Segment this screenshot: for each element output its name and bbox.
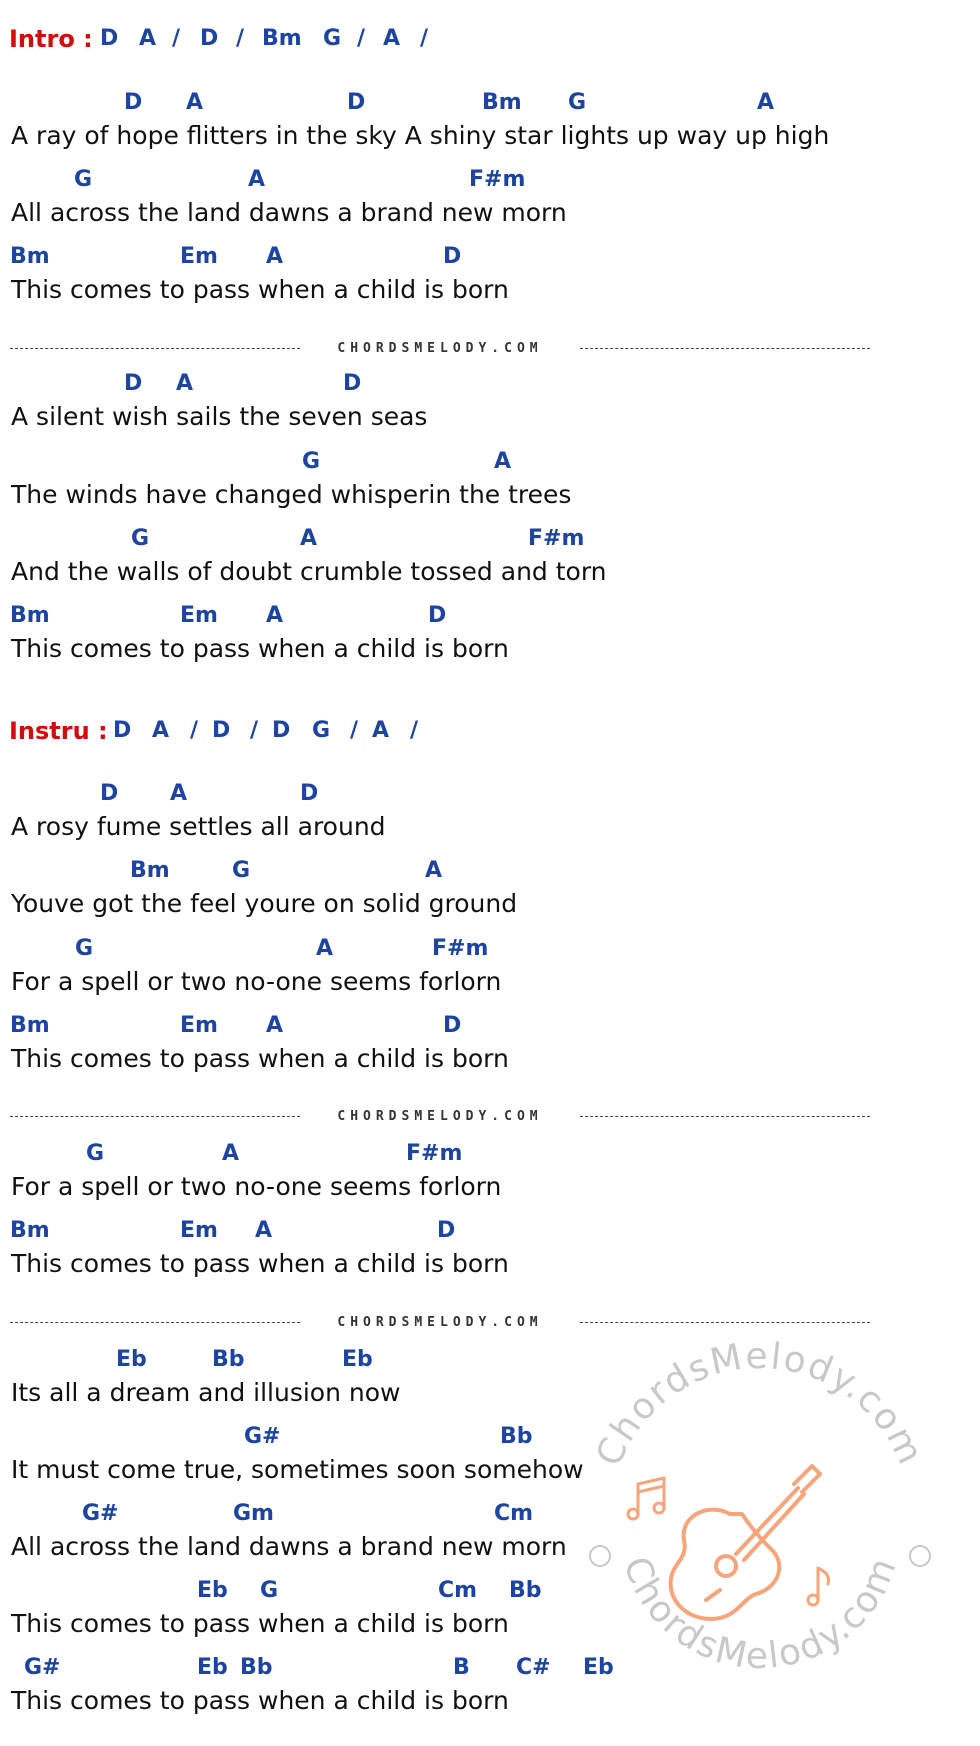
intro-chord: G xyxy=(323,26,342,51)
chord-row xyxy=(0,1140,980,1174)
instru-chord: A xyxy=(372,718,390,743)
intro-chord: D xyxy=(200,26,219,51)
watermark-text-top: ChordsMelody.com xyxy=(588,1335,932,1473)
chord: Eb xyxy=(197,1655,228,1680)
separator-dash xyxy=(580,348,870,349)
chord: D xyxy=(347,90,366,115)
chord: G xyxy=(260,1578,279,1603)
chord: F#m xyxy=(469,167,526,192)
chord: Bb xyxy=(509,1578,542,1603)
chord: Em xyxy=(180,1218,218,1243)
lyric-row xyxy=(0,197,980,231)
instru-slash: / xyxy=(190,718,199,743)
lyric-line: This comes to pass when a child is born xyxy=(11,634,509,663)
left-ornament-icon xyxy=(590,1546,610,1566)
chord-row xyxy=(0,448,980,482)
chord-row xyxy=(0,1012,980,1046)
watermark-text-bottom: ChordsMelody.com xyxy=(615,1550,906,1678)
chord: Bm xyxy=(10,244,50,269)
chord: Eb xyxy=(116,1347,147,1372)
lyric-line: This comes to pass when a child is born xyxy=(11,1249,509,1278)
lyric-row xyxy=(0,811,980,845)
instru-slash: / xyxy=(350,718,359,743)
separator-site-text: CHORDSMELODY.COM xyxy=(337,1108,543,1124)
intro-chord: Bm xyxy=(262,26,302,51)
chord: D xyxy=(443,244,462,269)
chord: B xyxy=(453,1655,470,1680)
chord: Bb xyxy=(212,1347,245,1372)
instru-row xyxy=(0,716,980,750)
intro-slash: / xyxy=(420,26,429,51)
intro-slash: / xyxy=(172,26,181,51)
chord: Eb xyxy=(342,1347,373,1372)
lyric-row xyxy=(0,1248,980,1282)
intro-row xyxy=(0,24,980,58)
instru-chord: D xyxy=(212,718,231,743)
instru-chord: G xyxy=(312,718,331,743)
lyric-row xyxy=(0,1171,980,1205)
intro-chord: A xyxy=(383,26,401,51)
eighth-note-icon xyxy=(808,1568,829,1605)
instru-chord: A xyxy=(152,718,170,743)
separator-site-text: CHORDSMELODY.COM xyxy=(337,340,543,356)
chord: F#m xyxy=(406,1141,463,1166)
separator-site-text: CHORDSMELODY.COM xyxy=(337,1314,543,1330)
instru-slash: / xyxy=(410,718,419,743)
chord: Em xyxy=(180,244,218,269)
lyric-line: All across the land dawns a brand new morn xyxy=(11,198,567,227)
chord: D xyxy=(437,1218,456,1243)
lyric-line: And the walls of doubt crumble tossed and torn xyxy=(11,557,607,586)
chord-row xyxy=(0,602,980,636)
chord: G# xyxy=(24,1655,61,1680)
lyric-line: This comes to pass when a child is born xyxy=(11,275,509,304)
lyric-row xyxy=(0,274,980,308)
instru-label: Instru : xyxy=(9,717,108,745)
lyric-line: Youve got the feel youre on solid ground xyxy=(11,889,518,918)
instru-chord: D xyxy=(113,718,132,743)
chord: A xyxy=(222,1141,240,1166)
chord-row xyxy=(0,780,980,814)
intro-chord: A xyxy=(139,26,157,51)
chord-row xyxy=(0,166,980,200)
separator-dash xyxy=(10,1116,300,1117)
lyric-line: The winds have changed whisperin the trees xyxy=(11,480,572,509)
chord: D xyxy=(443,1013,462,1038)
lyric-line: All across the land dawns a brand new morn xyxy=(11,1532,567,1561)
lyric-row xyxy=(0,120,980,154)
lyric-row xyxy=(0,633,980,667)
chord: Cm xyxy=(438,1578,478,1603)
chord: Bm xyxy=(482,90,522,115)
chord-row xyxy=(0,243,980,277)
chord: F#m xyxy=(528,526,585,551)
chord: F#m xyxy=(432,936,489,961)
chord: G xyxy=(75,936,94,961)
chord: Bm xyxy=(10,1218,50,1243)
chord: D xyxy=(124,371,143,396)
lyric-line: This comes to pass when a child is born xyxy=(11,1686,509,1715)
chord: Em xyxy=(180,603,218,628)
chord: Em xyxy=(180,1013,218,1038)
chord: A xyxy=(425,858,443,883)
separator-dash xyxy=(580,1116,870,1117)
chord-row xyxy=(0,935,980,969)
chord: C# xyxy=(516,1655,551,1680)
chord: Gm xyxy=(233,1501,274,1526)
lyric-row xyxy=(0,479,980,513)
intro-chord: D xyxy=(100,26,119,51)
chord-row xyxy=(0,857,980,891)
lyric-line: A silent wish sails the seven seas xyxy=(11,402,428,431)
chord: Eb xyxy=(197,1578,228,1603)
instru-slash: / xyxy=(250,718,259,743)
chord: G xyxy=(86,1141,105,1166)
chord: A xyxy=(255,1218,273,1243)
chord: A xyxy=(266,1013,284,1038)
chord: D xyxy=(124,90,143,115)
chord: A xyxy=(316,936,334,961)
chord: G xyxy=(232,858,251,883)
lyric-line: A rosy fume settles all around xyxy=(11,812,386,841)
separator-dash xyxy=(10,1322,300,1323)
chord: A xyxy=(170,781,188,806)
lyric-line: For a spell or two no-one seems forlorn xyxy=(11,967,502,996)
chord: G xyxy=(568,90,587,115)
instru-chord: D xyxy=(272,718,291,743)
chord: Bm xyxy=(10,1013,50,1038)
chord: G# xyxy=(82,1501,119,1526)
lyric-row xyxy=(0,1043,980,1077)
lyric-line: This comes to pass when a child is born xyxy=(11,1044,509,1073)
intro-label: Intro : xyxy=(9,25,93,53)
chord: G xyxy=(302,449,321,474)
chord-row xyxy=(0,370,980,404)
chord: D xyxy=(428,603,447,628)
chord: Bb xyxy=(240,1655,273,1680)
lyric-line: For a spell or two no-one seems forlorn xyxy=(11,1172,502,1201)
chord: A xyxy=(266,244,284,269)
chord: A xyxy=(186,90,204,115)
chord: G xyxy=(131,526,150,551)
separator-dash xyxy=(10,348,300,349)
chord: Bm xyxy=(130,858,170,883)
right-ornament-icon xyxy=(910,1546,930,1566)
intro-slash: / xyxy=(357,26,366,51)
chord: D xyxy=(343,371,362,396)
lyric-line: It must come true, sometimes soon somehow xyxy=(11,1455,584,1484)
chordsmelody-watermark-logo xyxy=(580,1318,940,1698)
chord: G xyxy=(74,167,93,192)
chord: D xyxy=(300,781,319,806)
chord: Bm xyxy=(10,603,50,628)
chord-row xyxy=(0,1217,980,1251)
chord: Bb xyxy=(500,1424,533,1449)
lyric-line: A ray of hope flitters in the sky A shiny star lights up way up high xyxy=(11,121,830,150)
chord: A xyxy=(757,90,775,115)
chord: D xyxy=(100,781,119,806)
chord-row xyxy=(0,89,980,123)
music-note-icon xyxy=(628,1478,664,1519)
separator xyxy=(10,1106,870,1126)
chord: Cm xyxy=(494,1501,534,1526)
separator xyxy=(10,338,870,358)
lyric-line: Its all a dream and illusion now xyxy=(11,1378,401,1407)
chord: A xyxy=(300,526,318,551)
guitar-icon xyxy=(671,1466,820,1619)
lyric-row xyxy=(0,966,980,1000)
chord: Eb xyxy=(583,1655,614,1680)
chord-row xyxy=(0,525,980,559)
lyric-row xyxy=(0,401,980,435)
chord: A xyxy=(176,371,194,396)
lyric-line: This comes to pass when a child is born xyxy=(11,1609,509,1638)
chord: A xyxy=(266,603,284,628)
lyric-row xyxy=(0,888,980,922)
chord: A xyxy=(248,167,266,192)
intro-slash: / xyxy=(236,26,245,51)
lyric-row xyxy=(0,556,980,590)
chord: A xyxy=(494,449,512,474)
chord: G# xyxy=(244,1424,281,1449)
